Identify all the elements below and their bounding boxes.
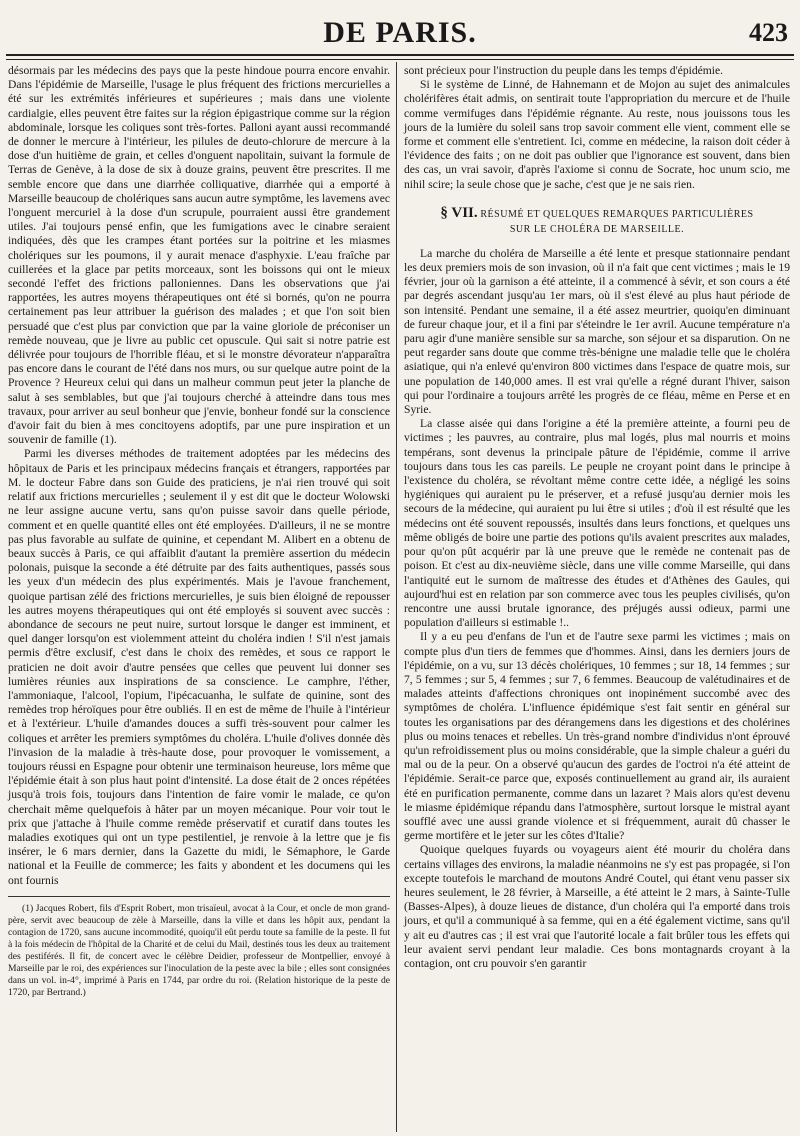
section-title-line2: SUR LE CHOLÉRA DE MARSEILLE.: [509, 223, 685, 235]
body-paragraph: Quoique quelques fuyards ou voyageurs aient été mourir du choléra dans certains villages des environs, la maladie néanmoins ne s'y est pas propagée, si l'on excepte toutefois le marchand de moutons André Coutel, qui étant venu passer six heures seulement, le 28 février, à Marseille, a été atteint le 2 mars, à Sainte-Tulle (Basses-Alpes), à douze lieues de distance, d'un choléra qui l'a emporté dans trois jours, et qu'il a communiqué à sa femme, qui en a été également victime, sans qu'il y ait eu d'autres cas ; il est vrai que l'autorité locale a fait brûler tous les effets qui leur avaient servi pendant leur maladie. Ces bons montagnards croyant à la contagion, ont cru pouvoir s'en garantir: [404, 843, 790, 970]
page-number: 423: [749, 18, 788, 47]
footnote-text: (1) Jacques Robert, fils d'Esprit Robert, mon trisaïeul, avocat à la Cour, et oncle de mon grand-père, servit avec beaucoup de zèle à Marseille, dans la ville et dans les hôpit aux, pendant la contagion de 1720, sans aucune incommodité, quoiqu'il eût perdu toute sa famille de la peste. Il fut à la fois médecin de l'hôpital de la Charité et de celui du Mail, destinés tous les deux au traitement des pestiférés. Il fit, de concert avec le célèbre Deidier, professeur de Montpellier, envoyé à Marseille par le roi, des expériences sur l'inoculation de la peste avec la bile ; elles sont consignées dans un vol. in-4°, imprimé à Paris en 1744, par ordre du roi. (Relation historique de la peste de 1720, par Bertrand.): [8, 902, 390, 998]
body-paragraph: sont précieux pour l'instruction du peuple dans les temps d'épidémie.: [404, 64, 724, 77]
page-header: [0, 6, 800, 49]
right-column: [404, 64, 790, 971]
header-rule: [6, 54, 794, 56]
section-heading: [404, 206, 790, 237]
body-paragraph: La marche du choléra de Marseille a été lente et presque stationnaire pendant les deux premiers mois de son invasion, où il n'a fait que cent victimes ; mais le 19 février, jour où la garnison a été atteinte, il a commencé à sévir, et son cours a été par degrés ascendant jusqu'au 1er mars, où il s'est élevé au plus haut période de son intensité. Pendant une semaine, il a été assez meurtrier, quoiqu'en diminuant de fureur chaque jour, et il a fini par s'éteindre le 1er avril. Aucune température n'a paru agir d'une manière sensible sur sa marche, son séjour et sa disparution. On ne peut regarder sans doute que comme très-bénigne une maladie telle que le choléra asiatique, qui n'a enlevé qu'environ 800 victimes dans l'espace de quatre mois, sur une population de 140,000 ames. Il est vrai qu'elle a régné durant l'hiver, saison qui pour l'ordinaire a toujours arrêté les progrès de ce fléau, même en Perse et en Syrie.: [404, 246, 790, 417]
footnote-rule: [8, 896, 390, 897]
body-paragraph: Il y a eu peu d'enfans de l'un et de l'autre sexe parmi les victimes ; mais on compte plus d'un tiers de femmes que d'hommes. Ainsi, dans les derniers jours de l'épidémie, on a vu, sur 13 décès cholériques, 10 femmes ; sur 18, 14 femmes ; sur 7, 5 femmes ; sur 5, 4 femmes ; sur 7, 6 femmes. Beaucoup de valétudinaires et de malades atteints d'affections chroniques ont inopinément succombé avec des symptômes de choléra. L'influence épidémique s'est fait sentir en général sur toutes les organisations par des dérangemens dans les digestions et des cholérines plus ou moins tenaces et rebelles. Un très-grand nombre d'individus n'ont éprouvé qu'un refroidissement plus ou moins considérable, que la simple chaleur a guéri du mal ou de la peur. On a observé qu'aucun des gardes de l'octroi n'a été atteint de l'épidémie. Serait-ce parce que, exposés continuellement au grand air, ils auraient été en purification permanente, comme dans un lazaret ? Mais alors qu'est devenu le miasme épidémique répandu dans l'atmosphère, surtout lorsque le mistral ayant soufflé avec une aussi grande violence et si fréquemment, aurait dû chasser le germe mortifère et le jeter sur les côtes d'Italie?: [404, 630, 790, 843]
body-paragraph: désormais par les médecins des pays que la peste hindoue pourra encore envahir. Dans l'épidémie de Marseille, l'usage le plus fréquent des frictions mercurielles a été sur les extrémités inférieures et supérieures ; mais dans une violente cardialgie, elles peuvent être faites sur la région épigastrique comme sur la région abdominale, lorsque les coliques sont très-fortes. Palloni ayant aussi recommandé de donner le mercure à l'intérieur, les pilules de deuto-chlorure de mercure à la dose d'un huitième de grain, et celles d'onguent napolitain, suivant la formule de Terras de Genève, à la dose de six à douze grains, peuvent être prescrites. Il me semble encore que dans une diarrhée colliquative, diarrhée qui a emporté à Marseille beaucoup de cholériques sans aucun autre symptôme, les lavemens avec l'onguent mercuriel à la dose d'un scrupule, pourraient aussi être grandement utiles. J'ai toujours pensé enfin, que les fumigations avec le cinabre seraient indiquées, dès que les crampes étant portées sur la poitrine et les miasmes cholériques sur les poumons, il y aurait menace d'asphyxie. L'eau fraîche par cuillerées et la glace par petits morceaux, sont les boissons qui ont le mieux secondé l'effet des frictions palloniennes. Dans les observations que j'ai rapportées, les autres moyens thérapeutiques ont été si bornés, qu'on ne pourra certainement pas leur attribuer la guérison des malades ; et que l'on soit bien persuadé que c'est plus par conviction que par la vaine gloriole de préconiser un remède nouveau, que je livre au public cet opuscule. Qui sait si notre patrie est délivrée pour toujours de l'horrible fléau, et si le monstre dévorateur n'apparaîtra pas encore dans le courant de l'été dans nos murs, ou sur quelque autre point de la Provence ? Heureux celui qui dans un malheur commun peut jeter la planche de salut à ses semblables, but que j'ai toujours cherché à atteindre dans tous mes travaux, pour arriver au seul bonheur que j'envie, bonheur fondé sur la conscience d'avoir fait du bien à mes concitoyens adoptifs, par une pure inspiration et un souvenir de famille (1).: [8, 64, 390, 447]
section-number: § VII.: [440, 204, 478, 221]
section-title-line1: RÉSUMÉ ET QUELQUES REMARQUES PARTICULIÈRES: [480, 208, 754, 220]
header-rule-thin: [6, 59, 794, 60]
running-title: DE PARIS.: [323, 16, 477, 49]
footnote: [8, 903, 390, 999]
left-column: [8, 64, 390, 999]
body-paragraph: La classe aisée qui dans l'origine a été la première atteinte, a fourni peu de victimes ; les pauvres, au contraire, plus mal logés, plus mal nourris et moins tempérans, sont devenus la principale pâture de l'épidémie, comme il arrive toujours dans tous les cas pareils. Le peuple ne croyant point dans le principe à l'existence du choléra, se révoltant même contre cette idée, a négligé les soins hygiéniques qui auraient pu le préserver, et a refusé jusqu'au dernier mois les secours de la médecine, qui auraient pu lui être si utiles ; d'où il est résulté que les médecins ont été souvent repoussés, insultés dans leurs fonctions, et quelques uns même obligés de boire une partie des potions qu'ils avaient prescrites aux malades, pour qu'on pût acquérir par là une preuve que le remède ne contenait pas de poison. Et c'est au dix-neuvième siècle, dans une ville comme Marseille, qui dans l'antiquité eut le surnom de maîtresse des études et d'Athènes des Gaules, qui aujourd'hui est en relation par son commerce avec tous les peuples civilisés, qu'on rencontre une aussi brutale ignorance, des préjugés aussi odieux, parmi une population d'ailleurs si estimable !..: [404, 417, 790, 630]
body-paragraph: Parmi les diverses méthodes de traitement adoptées par les médecins des hôpitaux de Paris et les principaux médecins français et étrangers, rapportées par M. le docteur Fabre dans son Guide des praticiens, je n'ai rien trouvé qui soit relatif aux frictions mercurielles ; seulement il y est dit que le docteur Wolowski ne leur assigne aucune vertu, sans qu'on puisse savoir dans quelle période, comment et en quelle quantité elles ont été employées. D'ailleurs, il ne se montre pas plus favorable au sulfate de quinine, et cependant M. Alibert en a obtenu de beaux succès à Paris, ce qui affaiblit d'autant la première assertion du médecin polonais, puisque la seconde a été détruite par des faits authentiques, passés sous les yeux d'un médecin des plus expérimentés. Mais je l'avoue franchement, quoique partisan zélé des frictions mercurielles, je suis bien éloigné de repousser les autres moyens thérapeutiques qui ont été employés si souvent avec succès : abondance de secours ne peut nuire, surtout lorsque le danger est imminent, et quel danger lorsqu'on est violemment atteint du choléra indien ! S'il n'est jamais permis d'être exclusif, c'est dans le choix des remèdes, et sous ce rapport le praticien ne doit avoir d'autre pensées que celles que peuvent lui donner ses lumières réunies aux inspirations de sa conscience. Le camphre, l'éther, l'ammoniaque, l'alcool, l'opium, l'ipécacuanha, le sulfate de quinine, sont des remèdes trop héroïques pour être oubliés. Il en est de même de l'huile à l'intérieur et à l'extérieur. L'huile d'amandes douces a suffi très-souvent pour calmer les coliques et arrêter les premiers symptômes du choléra. L'huile d'olives donnée dès l'invasion de la maladie à très-haute dose, pour provoquer le vomissement, a toujours réussi en Espagne pour obtenir une terminaison heureuse, lors même que l'épidémie était à son plus haut point d'intensité. La dose était de 2 onces répétées jusqu'à trois fois, toujours dans l'intention de faire vomir le malade, ce qu'on cherchait même quelquefois à hâter par un moyen mécanique. Pour voir tout le prix que j'attache à l'huile comme remède préservatif et curatif dans toutes les maladies exotiques qui ont un type pestilentiel, je renvoie à la lettre que je fis insérer, le 6 mars dernier, dans la Gazette du midi, le Sémaphore, le Garde national et la Feuille de commerce; les faits y abondent et les documens qui les ont fournis: [8, 447, 390, 887]
column-divider: [396, 62, 397, 1132]
body-paragraph: Si le système de Linné, de Hahnemann et de Mojon au sujet des animalcules cholérifères était admis, on sentirait toute l'appropriation du mercure et de l'huile comme vermifuges dans l'épidémie régnante. Au reste, nous jouissons tous les jours de la lumière du soleil sans trop savoir comment elle vient, comment elle se forme et comment elle s'entretient. Ici, comme en médecine, la raison doit céder à l'évidence des faits ; on ne doit pas oublier que l'ignorance est souvent, dans bien des cas, un vrai savoir, d'après l'axiome si connu de Socrate, hoc unum scio, me nihil scire; la seule chose que je sache, c'est que je ne sais rien.: [404, 78, 790, 191]
